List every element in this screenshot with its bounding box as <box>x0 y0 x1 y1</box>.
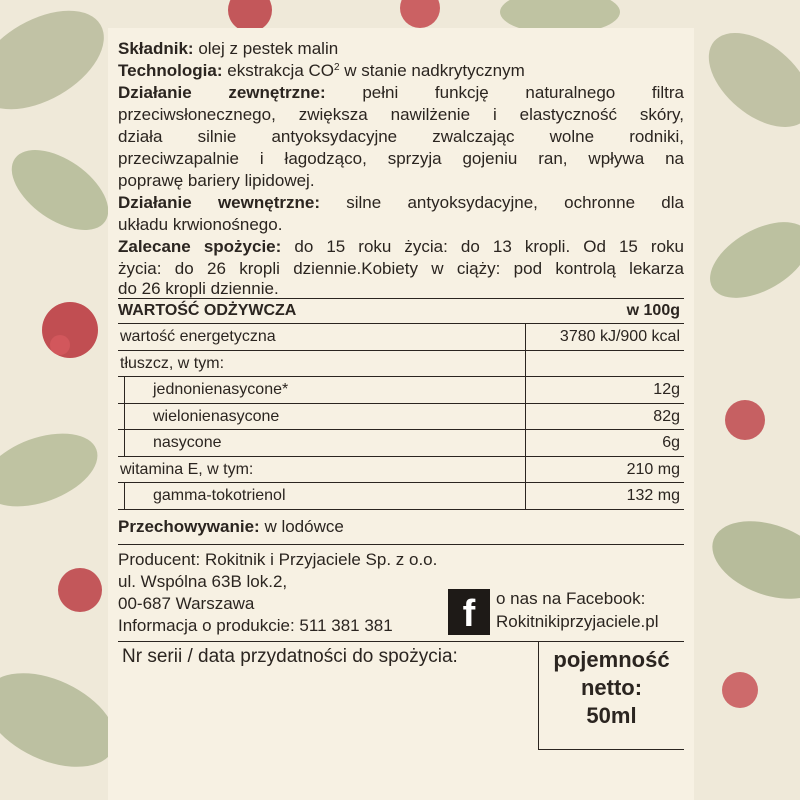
facebook-text <box>496 587 659 633</box>
table-row <box>118 351 684 378</box>
dosage-line-1 <box>118 236 684 258</box>
row-label: tłuszcz, w tym: <box>118 351 526 377</box>
dosage-line-3: do 26 kropli dziennie. <box>118 279 279 298</box>
table-row <box>118 324 684 351</box>
capacity-box <box>538 642 684 750</box>
storage-label: Przechowywanie: <box>118 516 260 536</box>
nutrition-header-label: WARTOŚĆ ODŻYWCZA <box>118 302 297 319</box>
row-value: 132 mg <box>626 487 680 504</box>
nutrition-header <box>118 299 684 324</box>
technology-value-rest: w stanie nadkrytycznym <box>344 61 525 80</box>
external-line-1 <box>118 82 684 104</box>
label-content <box>118 38 684 752</box>
label-panel <box>108 28 694 800</box>
facebook-line-1: o nas na Facebook: <box>496 588 646 608</box>
external-line-3: działa silnie antyoksydacyjne zwalczając wolne rodniki, <box>118 127 684 146</box>
row-label: wartość energetyczna <box>118 324 526 350</box>
external-line-5: poprawę bariery lipidowej. <box>118 171 315 190</box>
ingredient-line <box>118 38 684 60</box>
internal-text-1: silne antyoksydacyjne, ochronne dla <box>346 193 684 212</box>
table-row <box>118 404 684 431</box>
technology-value: ekstrakcja CO <box>227 61 334 80</box>
nutrition-table <box>118 298 684 510</box>
dosage-label: Zalecane spożycie: <box>118 237 282 256</box>
ingredient-value: olej z pestek malin <box>198 39 339 58</box>
row-label: gamma-tokotrienol <box>124 483 526 509</box>
row-label: jednonienasycone* <box>124 377 526 403</box>
row-label: wielonienasycone <box>124 404 526 430</box>
internal-label: Działanie wewnętrzne: <box>118 193 320 212</box>
capacity-line-2: netto: <box>580 674 643 700</box>
external-label: Działanie zewnętrzne: <box>118 83 326 102</box>
nutrition-header-unit: w 100g <box>626 302 680 319</box>
row-value: 210 mg <box>626 460 680 478</box>
producer-block <box>118 545 684 641</box>
table-row <box>118 483 684 510</box>
technology-sup: 2 <box>334 62 340 73</box>
row-value: 3780 kJ/900 kcal <box>559 328 680 345</box>
table-row <box>118 457 684 484</box>
producer-city: 00-687 Warszawa <box>118 593 255 613</box>
technology-label: Technologia: <box>118 61 223 80</box>
serial-label: Nr serii / data przydatności do spożycia: <box>122 645 458 667</box>
external-line-2: przeciwsłonecznego, zwiększa nawilżenie i elastyczność skóry, <box>118 105 684 124</box>
row-value: 12g <box>653 381 680 398</box>
storage-value: w lodówce <box>264 516 344 536</box>
row-label: nasycone <box>124 430 526 456</box>
table-row <box>118 430 684 457</box>
capacity-value: 50ml <box>586 702 637 728</box>
facebook-line-2: Rokitnikiprzyjaciele.pl <box>496 611 659 631</box>
facebook-icon: f <box>448 589 490 635</box>
internal-line-1 <box>118 192 684 214</box>
row-label: witamina E, w tym: <box>118 457 526 483</box>
external-text-1: pełni funkcję naturalnego filtra <box>362 83 684 102</box>
table-row <box>118 377 684 404</box>
internal-line-2: układu krwionośnego. <box>118 215 283 234</box>
footer-block <box>118 641 684 752</box>
dosage-text-1: do 15 roku życia: do 13 kropli. Od 15 roku <box>294 237 684 256</box>
ingredient-label: Składnik: <box>118 39 194 58</box>
storage-line <box>118 510 684 544</box>
external-line-4: przeciwzapalnie i łagodząco, sprzyja gojeniu ran, wpływa na <box>118 149 684 168</box>
capacity-line-1: pojemność <box>553 646 670 672</box>
row-value <box>526 351 684 377</box>
row-value: 6g <box>662 434 680 451</box>
producer-name: Producent: Rokitnik i Przyjaciele Sp. z o.o. <box>118 549 438 569</box>
producer-phone: Informacja o produkcie: 511 381 381 <box>118 615 393 635</box>
producer-street: ul. Wspólna 63B lok.2, <box>118 571 288 591</box>
technology-line <box>118 60 684 82</box>
dosage-line-2: życia: do 26 kropli dziennie.Kobiety w ciąży: pod kontrolą lekarza <box>118 259 684 278</box>
row-value: 82g <box>653 407 680 425</box>
